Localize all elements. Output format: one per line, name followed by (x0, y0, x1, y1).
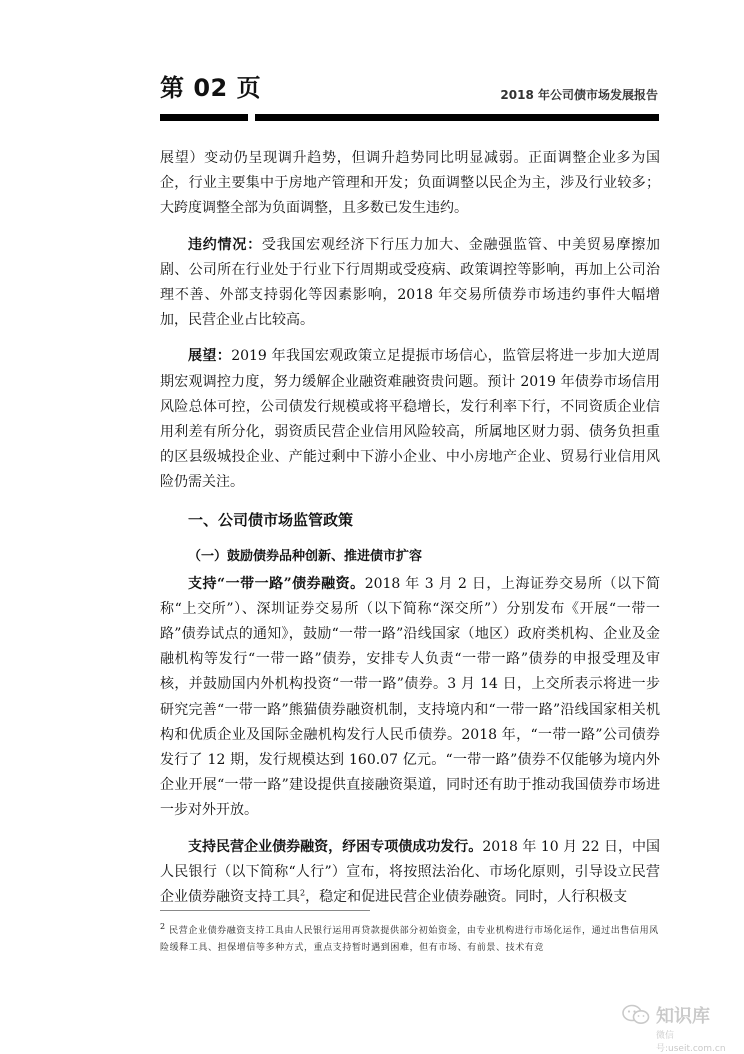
header-rule-right (255, 114, 659, 121)
page-number-label: 第 02 页 (160, 74, 262, 102)
paragraph-lead: 违约情况： (188, 236, 262, 253)
paragraph-lead: 支持民营企业债券融资，纾困专项债成功发行。 (188, 838, 483, 855)
footnote-reference[interactable]: 2 (300, 888, 306, 898)
paragraph-lead: 展望： (188, 348, 232, 365)
footnote-mark: 2 (160, 922, 166, 931)
report-title: 2018 年公司债市场发展报告 (500, 88, 658, 102)
paragraph-outlook-continued (160, 146, 660, 222)
watermark (622, 1000, 740, 1054)
paragraph-text: 2018 年 3 月 2 日，上海证券交易所（以下简称“上交所”）、深圳证券交易所（以下简称“深交所”）分别发布《开展“一带一路”债券试点的通知》，鼓励“一带一路”沿线国家（地区）政府类机构、企业及金融机构等发行“一带一路”债券，安排专人负责“一带一路”债券的申报受理及审核，并鼓励国内外机构投资“一带一路”债券。3 月 14 日，上交所表示将进一步研究完善“一带一路”熊猫债券融资机制，支持境内和“一带一路”沿线国家相关机构和优质企业及国际金融机构发行人民币债券。2018 年，“一带一路”公司债券发行了 12 期，发行规模达到 160.07 亿元。“一带一路”债券不仅能够为境内外企业开展“一带一路”建设提供直接融资渠道，同时还有助于推动我国债券市场进一步对外开放。 (160, 575, 660, 819)
footnote-text: 民营企业债券融资支持工具由人民银行运用再贷款提供部分初始资金，由专业机构进行市场化运作，通过出售信用风险缓释工具、担保增信等多种方式，重点支持暂时遇到困难，但有市场、有前景、技术有竞 (160, 926, 659, 953)
paragraph-lead: 支持“一带一路”债券融资。 (188, 575, 365, 592)
paragraph-private-enterprise (160, 835, 660, 911)
footnote-separator (160, 910, 370, 911)
paragraph-text: 展望）变动仍呈现调升趋势，但调升趋势同比明显减弱。正面调整企业多为国企，行业主要集中于房地产管理和开发；负面调整以民企为主，涉及行业较多；大跨度调整全部为负面调整，且多数已发生违约。 (160, 150, 660, 217)
section-heading: 一、公司债市场监管政策 (188, 510, 354, 529)
watermark-wechat-id: 微信号:useit.com.cn (656, 1031, 726, 1054)
paragraph-outlook (160, 344, 660, 495)
paragraph-text: 受我国宏观经济下行压力加大、金融强监管、中美贸易摩擦加剧、公司所在行业处于行业下行周期或受疫病、政策调控等影响，再加上公司治理不善、外部支持弱化等因素影响，2018 年交易所债券市场违约事件大幅增加，民营企业占比较高。 (160, 236, 661, 329)
watermark-brand: 知识库 (656, 1006, 710, 1027)
paragraph-text: ，稳定和促进民营企业债券融资。同时，人行积极支 (305, 889, 628, 906)
wechat-icon (622, 1004, 650, 1031)
footnote (160, 923, 660, 957)
paragraph-default (160, 233, 660, 334)
paragraph-belt-road (160, 572, 660, 824)
paragraph-text: 2019 年我国宏观政策立足提振市场信心，监管层将进一步加大逆周期宏观调控力度，努力缓解企业融资难融资贵问题。预计 2019 年债券市场信用风险总体可控，公司债发行规模或将平稳增长，发行利率下行，不同资质企业信用利差有所分化，弱资质民营企业信用风险较高，所属地区财力弱、债务负担重的区县级城投企业、产能过剩中下游小企业、中小房地产企业、贸易行业信用风险仍需关注。 (160, 348, 661, 491)
body-text (160, 146, 660, 921)
subsection-heading: （一）鼓励债券品种创新、推进债市扩容 (188, 548, 423, 564)
header-rule-left (160, 114, 248, 121)
paragraph-text: 2018 年 10 月 22 日，中国人民银行（以下简称“人行”）宣布，将按照法治化、市场化原则，引导设立民营企业债券融资支持工具 (160, 838, 660, 906)
